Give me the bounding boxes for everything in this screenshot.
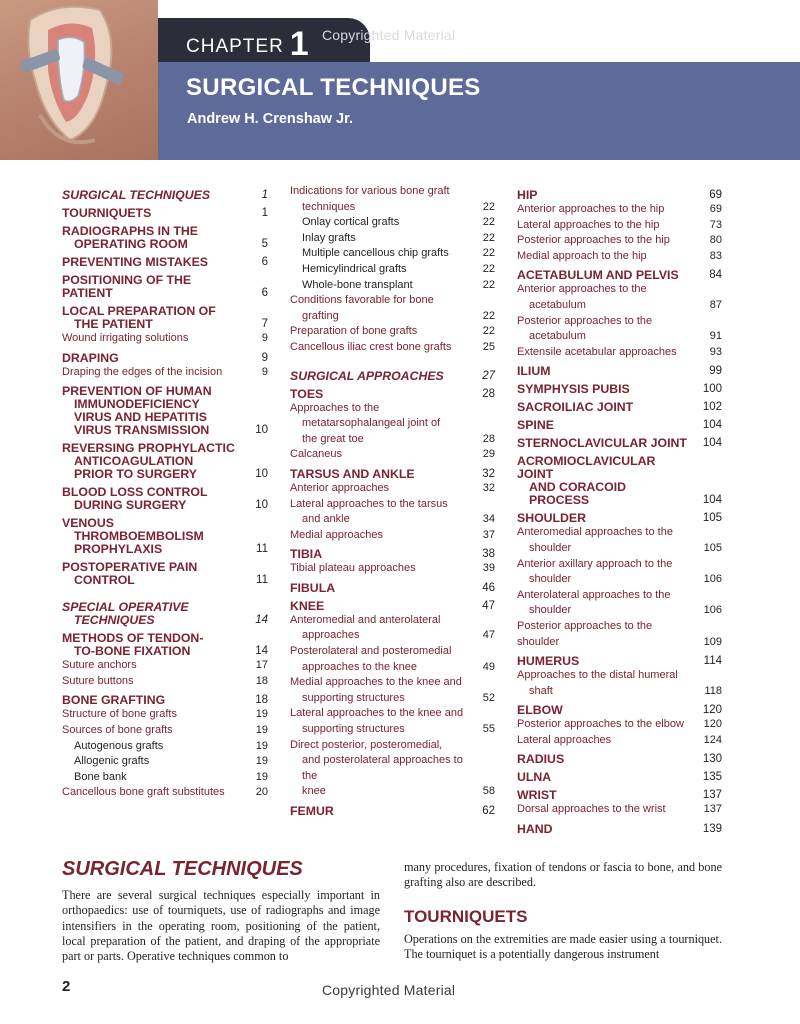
toc-entry	[290, 262, 495, 278]
toc-entry	[62, 770, 268, 786]
toc-page-number: 105	[703, 541, 722, 554]
toc-page-number: 62	[482, 805, 495, 817]
toc-entry	[517, 249, 722, 265]
toc-heading	[290, 388, 495, 401]
toc-entry	[290, 184, 495, 215]
toc-entry-text: Indications for various bone graft	[290, 185, 450, 197]
toc-entry-text: HUMERUS	[517, 654, 580, 669]
toc-page-number: 73	[709, 218, 722, 231]
toc-entry-text: approaches to the knee	[302, 660, 417, 673]
toc-heading	[62, 486, 268, 512]
toc-entry-text: ANTICOAGULATION	[74, 454, 194, 469]
toc-entry-text: Structure of bone grafts	[62, 708, 177, 721]
toc-entry-text: Anterior approaches to the hip	[517, 203, 665, 215]
toc-entry-text: PROPHYLAXIS	[74, 542, 163, 557]
toc-entry	[290, 706, 495, 737]
toc-page-number: 104	[702, 494, 722, 507]
toc-page-number: 22	[482, 231, 495, 244]
toc-entry-text: Posterolateral and posteromedial	[290, 645, 452, 658]
toc-heading	[290, 468, 495, 481]
toc-page-number: 10	[255, 499, 268, 512]
toc-entry-text: Suture buttons	[62, 674, 134, 687]
toc-entry-text: POSITIONING OF THE PATIENT	[62, 273, 192, 300]
toc-entry	[62, 754, 268, 770]
toc-entry-text: ULNA	[517, 770, 552, 785]
toc-page-number: 58	[482, 785, 495, 798]
body-paragraph: There are several surgical techniques especially important in orthopaedics: use of tourniquets, use of radiographs and image intensifiers in the operating room, positioning of the patient, local preparation of the patient, and draping of the appropriate part or parts. Operative techniques common to	[62, 888, 380, 964]
toc-entry-text: and posterolateral approaches to the	[302, 754, 463, 782]
toc-entry-text: Lateral approaches to the tarsus	[290, 497, 448, 510]
toc-entry-text: SPECIAL OPERATIVE	[62, 600, 189, 615]
toc-entry	[62, 739, 268, 755]
toc-page-number: 104	[702, 437, 722, 450]
toc-entry-text: Lateral approaches	[517, 733, 612, 746]
toc-page-number: 22	[482, 278, 495, 291]
toc-entry-text: BLOOD LOSS CONTROL	[62, 485, 208, 500]
toc-entry-text: ILIUM	[517, 364, 551, 379]
toc-entry-text: Medial approaches	[290, 528, 383, 541]
toc-entry	[62, 658, 268, 674]
toc-entry	[290, 497, 495, 528]
toc-entry-text: Onlay cortical grafts	[302, 216, 400, 229]
toc-heading	[517, 704, 722, 717]
toc-page-number: 22	[482, 309, 495, 322]
watermark-top: Copyrighted Material	[322, 27, 456, 43]
toc-entry-text: ELBOW	[517, 703, 563, 718]
toc-entry-text: shoulder	[529, 573, 572, 586]
toc-page-number: 124	[703, 733, 722, 746]
toc-entry-text: CONTROL	[74, 573, 135, 588]
toc-entry	[62, 785, 268, 801]
toc-page-number: 120	[702, 704, 722, 717]
toc-entry-text: PREVENTION OF HUMAN	[62, 384, 212, 399]
toc-entry	[517, 802, 722, 818]
toc-page-number: 49	[482, 660, 495, 673]
toc-page-number: 19	[255, 739, 268, 752]
toc-entry-text: Bone bank	[74, 770, 127, 783]
toc-page-number: 84	[709, 269, 722, 282]
toc-column-1	[62, 184, 268, 801]
toc-page-number: 118	[704, 684, 722, 697]
toc-entry-text: TARSUS AND ANKLE	[290, 466, 415, 481]
toc-entry-text: shaft	[529, 684, 553, 697]
toc-page-number: 135	[702, 771, 722, 784]
toc-entry	[517, 233, 722, 249]
watermark-bottom: Copyrighted Material	[322, 982, 456, 998]
toc-entry	[517, 733, 722, 749]
toc-page-number: 17	[255, 659, 268, 672]
toc-page-number: 5	[261, 238, 268, 250]
toc-entry-text: and ankle	[302, 513, 350, 526]
toc-heading	[517, 753, 722, 766]
toc-heading	[517, 771, 722, 784]
page-number: 2	[62, 978, 71, 995]
toc-entry-text: supporting structures	[302, 691, 405, 704]
toc-entry-text: Posterior approaches to the	[517, 314, 653, 327]
toc-page-number: 106	[703, 604, 722, 617]
toc-page-number: 139	[702, 823, 722, 836]
toc-entry	[290, 528, 495, 544]
toc-page-number: 22	[482, 325, 495, 338]
toc-entry-text: supporting structures	[302, 723, 405, 736]
toc-page-number: 46	[482, 581, 495, 594]
toc-entry-text: Anterolateral approaches to the	[517, 588, 671, 601]
toc-entry-text: Anteromedial and anterolateral	[290, 613, 441, 626]
toc-page-number: 19	[255, 755, 268, 768]
toc-entry-text: KNEE	[290, 598, 325, 613]
toc-entry-text: Anteromedial approaches to the	[517, 526, 673, 539]
toc-heading	[517, 823, 722, 836]
toc-page-number: 22	[482, 216, 495, 229]
toc-heading	[62, 225, 268, 251]
chapter-label	[186, 24, 310, 67]
toc-column-2	[290, 184, 495, 818]
toc-entry	[517, 619, 722, 650]
toc-entry	[62, 707, 268, 723]
toc-entry-text: PREVENTING MISTAKES	[62, 255, 208, 269]
toc-heading	[517, 437, 722, 450]
toc-entry-text: IMMUNODEFICIENCY	[74, 397, 200, 412]
toc-page-number: 18	[255, 674, 268, 687]
toc-page-number: 99	[709, 365, 722, 378]
surgical-illustration-icon	[0, 0, 158, 160]
toc-entry-text: OPERATING ROOM	[74, 237, 188, 251]
toc-entry-text: Suture anchors	[62, 659, 137, 672]
toc-entry-text: Whole-bone transplant	[302, 278, 413, 291]
toc-entry-text: Anterior axillary approach to the	[517, 557, 673, 570]
toc-entry	[290, 246, 495, 262]
toc-page-number: 27	[482, 369, 495, 382]
toc-entry-text: BONE GRAFTING	[62, 693, 166, 708]
toc-page-number: 37	[482, 528, 495, 541]
toc-entry-text: knee	[302, 785, 326, 798]
toc-entry	[517, 717, 722, 733]
toc-page-number: 6	[261, 287, 268, 299]
toc-entry-text: approaches	[302, 629, 360, 642]
toc-entry-text: VIRUS AND HEPATITIS	[74, 410, 207, 425]
toc-page-number: 14	[255, 614, 268, 627]
toc-entry-text: DURING SURGERY	[74, 498, 187, 513]
toc-page-number: 69	[709, 189, 722, 201]
toc-entry-text: metatarsophalangeal joint of	[302, 417, 441, 430]
toc-entry	[290, 231, 495, 247]
toc-page-number: 6	[261, 256, 268, 268]
toc-entry-text: STERNOCLAVICULAR JOINT	[517, 436, 687, 451]
toc-entry-text: techniques	[302, 200, 356, 213]
toc-entry-text: Conditions favorable for bone	[290, 294, 434, 307]
toc-page-number: 34	[482, 513, 495, 526]
toc-page-number: 32	[482, 467, 495, 480]
toc-entry	[290, 561, 495, 577]
toc-page-number: 130	[702, 753, 722, 766]
toc-page-number: 104	[702, 419, 722, 432]
toc-heading	[517, 189, 722, 202]
toc-entry	[290, 278, 495, 294]
toc-page-number: 22	[482, 247, 495, 260]
toc-entry-text: SYMPHYSIS PUBIS	[517, 382, 630, 397]
toc-entry-text: Lateral approaches to the knee and	[290, 707, 464, 720]
toc-entry-text: Direct posterior, posteromedial,	[290, 738, 443, 751]
section-heading-surgical-techniques: SURGICAL TECHNIQUES	[62, 858, 303, 880]
toc-entry-text: Cancellous iliac crest bone grafts	[290, 340, 452, 353]
toc-entry-text: Posterior approaches to the hip	[517, 234, 670, 247]
toc-heading	[62, 256, 268, 269]
toc-entry	[290, 644, 495, 675]
toc-entry-text: POSTOPERATIVE PAIN	[62, 560, 198, 575]
toc-heading	[517, 383, 722, 396]
toc-page-number: 19	[255, 770, 268, 783]
toc-page-number: 100	[702, 383, 722, 396]
toc-heading	[290, 370, 495, 383]
toc-heading	[517, 401, 722, 414]
toc-entry	[290, 324, 495, 340]
toc-entry-text: Anterior approaches	[290, 481, 390, 494]
toc-entry-text: Inlay grafts	[302, 231, 356, 244]
toc-entry	[517, 282, 722, 313]
toc-page-number: 19	[255, 708, 268, 721]
toc-entry	[517, 588, 722, 619]
toc-entry-text: HIP	[517, 188, 538, 202]
toc-page-number: 19	[255, 723, 268, 736]
toc-entry-text: shoulder	[529, 604, 572, 617]
toc-page-number: 120	[703, 718, 722, 731]
toc-page-number: 137	[702, 789, 722, 802]
toc-entry	[290, 340, 495, 356]
toc-page-number: 28	[482, 432, 495, 445]
toc-heading	[290, 582, 495, 595]
toc-entry-text: TO-BONE FIXATION	[74, 644, 191, 659]
toc-page-number: 69	[709, 203, 722, 215]
chapter-word: CHAPTER	[186, 36, 284, 57]
toc-heading	[62, 601, 268, 627]
toc-entry	[62, 365, 268, 381]
toc-column-3	[517, 184, 722, 836]
toc-heading	[62, 305, 268, 331]
toc-page-number: 9	[261, 332, 268, 344]
toc-page-number: 106	[703, 573, 722, 586]
toc-heading	[517, 365, 722, 378]
toc-entry-text: SHOULDER	[517, 511, 587, 526]
toc-entry-text: Preparation of bone grafts	[290, 325, 418, 338]
toc-entry-text: Dorsal approaches to the wrist	[517, 803, 666, 816]
toc-entry-text: FIBULA	[290, 580, 336, 595]
toc-entry	[290, 401, 495, 448]
chapter-header-photo	[0, 0, 158, 160]
toc-page-number: 80	[709, 234, 722, 247]
toc-page-number: 28	[482, 387, 495, 400]
toc-entry-text: the great toe	[302, 432, 364, 445]
toc-entry-text: Draping the edges of the incision	[62, 365, 223, 378]
toc-entry	[517, 218, 722, 234]
toc-entry	[290, 293, 495, 324]
toc-entry-text: acetabulum	[529, 330, 586, 343]
toc-page-number: 52	[482, 691, 495, 704]
toc-page-number: 93	[709, 345, 722, 358]
toc-entry-text: RADIOGRAPHS IN THE	[62, 224, 198, 238]
toc-heading	[62, 632, 268, 658]
toc-entry-text: SACROILIAC JOINT	[517, 400, 634, 415]
body-paragraph: Operations on the extremities are made easier using a tourniquet. The tourniquet is a potentially dangerous instrument	[404, 932, 722, 962]
toc-entry-text: Medial approach to the hip	[517, 249, 647, 262]
toc-page-number: 20	[255, 786, 268, 799]
toc-page-number: 10	[255, 468, 268, 481]
toc-entry-text: Anterior approaches to the	[517, 283, 647, 296]
toc-entry	[517, 314, 722, 345]
toc-entry	[517, 557, 722, 588]
toc-entry-text: Sources of bone grafts	[62, 723, 173, 736]
toc-entry-text: Calcaneus	[290, 448, 342, 461]
toc-page-number: 114	[703, 655, 722, 668]
toc-entry-text: Multiple cancellous chip grafts	[302, 247, 449, 260]
toc-entry-text: PRIOR TO SURGERY	[74, 467, 197, 482]
toc-heading	[517, 655, 722, 668]
toc-heading	[517, 789, 722, 802]
toc-entry-text: Autogenous grafts	[74, 739, 164, 752]
toc-entry-text: SURGICAL TECHNIQUES	[62, 188, 211, 202]
chapter-author: Andrew H. Crenshaw Jr.	[187, 111, 353, 127]
toc-heading	[517, 455, 722, 507]
toc-entry-text: METHODS OF TENDON-	[62, 631, 204, 646]
toc-entry-text: shoulder	[529, 541, 572, 554]
toc-entry	[517, 525, 722, 556]
toc-entry-text: TOURNIQUETS	[62, 206, 152, 220]
toc-page-number: 32	[482, 481, 495, 494]
toc-heading	[290, 600, 495, 613]
toc-entry	[290, 675, 495, 706]
toc-page-number: 137	[703, 803, 722, 816]
toc-heading	[517, 512, 722, 525]
toc-page-number: 105	[702, 512, 722, 525]
toc-page-number: 18	[255, 694, 268, 707]
toc-entry-text: AND CORACOID	[529, 480, 627, 495]
toc-page-number: 39	[482, 562, 495, 575]
toc-entry-text: grafting	[302, 309, 339, 322]
toc-entry-text: THROMBOEMBOLISM	[74, 529, 204, 544]
toc-entry-text: Tibial plateau approaches	[290, 562, 416, 575]
toc-page-number: 1	[261, 189, 268, 201]
toc-entry-text: acetabulum	[529, 298, 586, 311]
toc-heading	[62, 274, 268, 300]
toc-entry-text: Wound irrigating solutions	[62, 332, 189, 344]
toc-entry	[62, 674, 268, 690]
toc-heading	[517, 419, 722, 432]
toc-entry-text: Extensile acetabular approaches	[517, 345, 677, 358]
toc-entry-text: VENOUS	[62, 516, 114, 531]
toc-entry-text: TECHNIQUES	[74, 613, 155, 628]
toc-page-number: 91	[709, 330, 722, 343]
toc-entry	[290, 738, 495, 800]
toc-entry	[517, 668, 722, 699]
toc-heading	[62, 517, 268, 556]
toc-page-number: 29	[482, 448, 495, 461]
toc-entry-text: RADIUS	[517, 752, 565, 767]
toc-entry-text: LOCAL PREPARATION OF	[62, 304, 216, 318]
toc-heading	[62, 561, 268, 587]
toc-page-number: 83	[709, 249, 722, 262]
toc-entry-text: WRIST	[517, 788, 557, 803]
toc-page-number: 7	[261, 318, 268, 330]
toc-entry	[62, 331, 268, 347]
toc-entry-text: Medial approaches to the knee and	[290, 676, 462, 689]
toc-heading	[62, 385, 268, 437]
toc-entry-text: REVERSING PROPHYLACTIC	[62, 441, 235, 456]
toc-entry	[290, 481, 495, 497]
toc-entry-text: Posterior approaches to the elbow	[517, 718, 684, 731]
toc-heading	[62, 694, 268, 707]
section-heading-tourniquets: TOURNIQUETS	[404, 907, 528, 926]
toc-entry-text: TIBIA	[290, 547, 323, 562]
toc-entry-text: HAND	[517, 822, 553, 837]
toc-entry-text: PROCESS	[529, 493, 590, 508]
body-paragraph: many procedures, fixation of tendons or fascia to bone, and bone grafting also are described.	[404, 860, 722, 890]
toc-page-number: 22	[482, 200, 495, 213]
toc-page-number: 11	[256, 543, 268, 556]
chapter-number: 1	[289, 25, 310, 63]
toc-entry-text: DRAPING	[62, 350, 119, 365]
toc-entry	[517, 345, 722, 361]
toc-heading	[62, 189, 268, 202]
toc-entry-text: Lateral approaches to the hip	[517, 218, 660, 231]
toc-page-number: 11	[256, 574, 268, 587]
toc-heading	[517, 269, 722, 282]
toc-page-number: 87	[709, 298, 722, 311]
toc-page-number: 9	[261, 351, 268, 364]
toc-entry-text: ACETABULUM AND PELVIS	[517, 268, 679, 283]
toc-page-number: 102	[702, 401, 722, 414]
toc-entry-text: SPINE	[517, 418, 554, 433]
toc-page-number: 55	[482, 723, 495, 736]
toc-heading	[290, 548, 495, 561]
toc-entry	[62, 723, 268, 739]
toc-heading	[62, 207, 268, 220]
toc-entry-text: Approaches to the	[290, 401, 380, 414]
toc-entry	[517, 202, 722, 218]
toc-page-number: 22	[482, 262, 495, 275]
toc-heading	[290, 805, 495, 818]
toc-entry-text: Allogenic grafts	[74, 755, 150, 768]
toc-entry-text: ACROMIOCLAVICULAR JOINT	[517, 454, 656, 482]
toc-entry	[290, 613, 495, 644]
toc-entry-text: THE PATIENT	[74, 317, 153, 331]
toc-heading	[62, 442, 268, 481]
toc-page-number: 14	[255, 645, 268, 658]
toc-entry-text: Hemicylindrical grafts	[302, 262, 407, 275]
toc-entry-text: Posterior approaches to the shoulder	[517, 619, 653, 648]
toc-page-number: 9	[261, 365, 268, 378]
toc-heading	[62, 352, 268, 365]
toc-entry-text: Approaches to the distal humeral	[517, 669, 678, 682]
toc-page-number: 25	[482, 340, 495, 353]
chapter-title: SURGICAL TECHNIQUES	[186, 74, 481, 101]
toc-entry	[290, 447, 495, 463]
toc-entry-text: Cancellous bone graft substitutes	[62, 786, 225, 799]
toc-entry	[290, 215, 495, 231]
toc-page-number: 47	[482, 629, 495, 642]
toc-page-number: 10	[255, 424, 268, 437]
toc-page-number: 1	[261, 207, 268, 219]
toc-entry-text: TOES	[290, 386, 324, 401]
toc-entry-text: FEMUR	[290, 804, 334, 818]
toc-page-number: 47	[482, 599, 495, 612]
toc-entry-text: VIRUS TRANSMISSION	[74, 423, 210, 438]
toc-entry-text: SURGICAL APPROACHES	[290, 368, 444, 383]
toc-page-number: 109	[703, 635, 722, 648]
toc-page-number: 38	[482, 548, 495, 561]
